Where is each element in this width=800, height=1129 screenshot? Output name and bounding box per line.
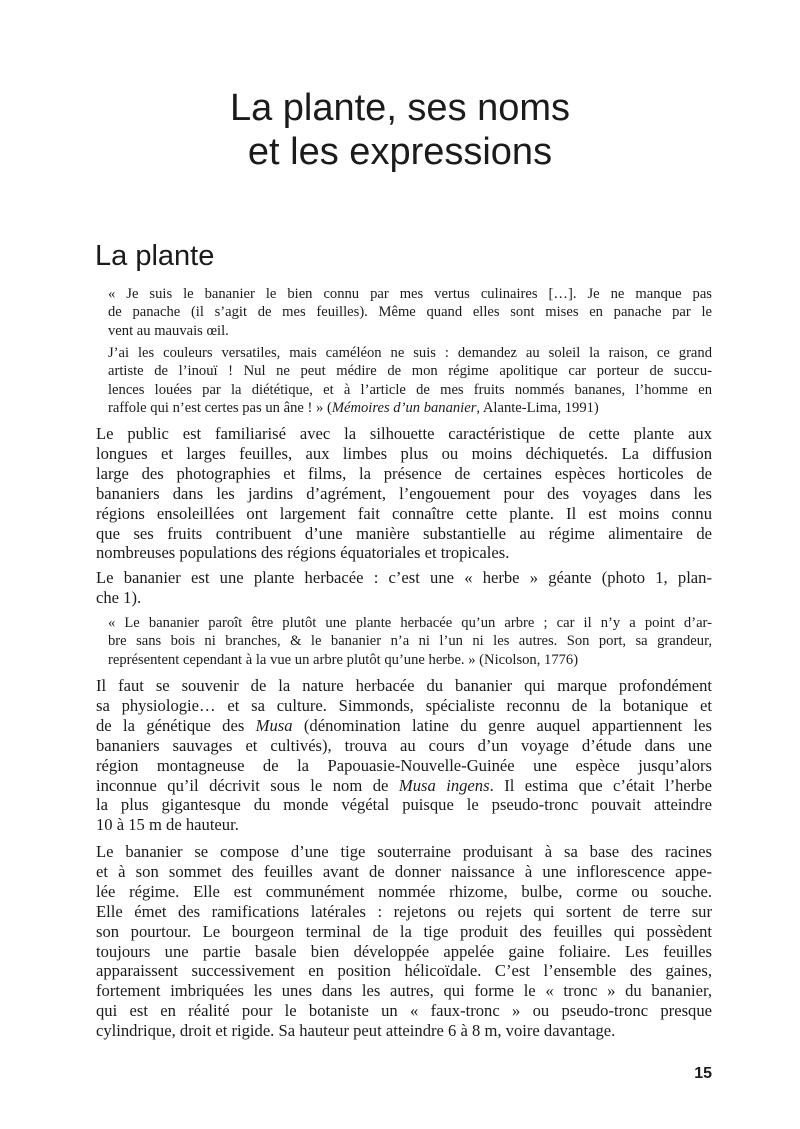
italic-text: Mémoires d’un bananier [331,399,477,416]
text-line: sa physiologie… et sa culture. Simmonds, spécialiste reconnu de la botanique et [96,695,712,715]
text-line: bre sans bois ni branches, & le bananier n’a ni l’un ni les autres. Son port, sa grandeur, [108,633,712,650]
text-segment: . Il estima que c’était l’herbe [489,775,712,795]
text-line: artiste de l’inouï ! Nul ne peut médire de mon régime apolitique car porteur de succu- [108,363,712,380]
italic-text: Musa ingens [398,775,490,795]
body-paragraph [96,842,712,1041]
text-line: son pourtour. Le bourgeon terminal de la tige produit des feuilles qui possèdent [96,921,712,941]
text-line: cylindrique, droit et rigide. Sa hauteur peut atteindre 6 à 8 m, voire davantage. [96,1021,616,1041]
body-paragraph [96,424,712,563]
text-line: toujours une partie basale bien développée appelée gaine foliaire. Les feuilles [96,941,712,961]
text-line: lences louées par la diététique, et à l’article de mes fruits nommés bananes, l’homme en [108,381,712,398]
text-segment: inconnue qu’il décrivit sous le nom de [96,775,399,795]
text-line: régions ensoleillées ont largement fait connaître cette plante. Il est moins connu [96,503,712,523]
text-line [96,776,712,796]
text-line: nombreuses populations des régions équatoriales et tropicales. [96,543,510,563]
text-segment: , Alante-Lima, 1991) [476,399,599,416]
text-line: la plus gigantesque du monde végétal puisque le pseudo-tronc pouvait atteindre [96,795,712,815]
text-segment: (dénomination latine du genre auquel appartiennent les [292,715,712,735]
quote-block [108,344,712,417]
page-number: 15 [694,1065,712,1082]
text-line: Le bananier est une plante herbacée : c’est une « herbe » géante (photo 1, plan- [96,568,712,587]
text-line: 10 à 15 m de hauteur. [96,815,239,835]
text-line [96,716,712,736]
text-line: que ses fruits contribuent d’une manière substantielle au régime alimentaire de [96,523,712,543]
text-line: J’ai les couleurs versatiles, mais caméléon ne suis : demandez au soleil la raison, ce grand [108,345,712,361]
text-line: de panache (il s’agit de mes feuilles). Même quand elles sont mises en panache par le [108,304,712,321]
text-line: « Je suis le bananier le bien connu par mes vertus culinaires […]. Je ne manque pas [108,286,712,302]
text-line: bananiers dans les jardins d’agrément, l’engouement pour des voyages dans les [96,483,712,503]
body-paragraph [96,676,712,835]
text-line: Elle émet des ramifications latérales : rejetons ou rejets qui sortent de terre sur [96,901,712,921]
text-segment: de la génétique des [96,715,256,735]
quote-block [108,614,712,669]
text-line: Le public est familiarisé avec la silhouette caractéristique de cette plante aux [96,424,712,443]
text-line: apparaissent successivement en position hélicoïdale. C’est l’ensemble des gaines, [96,961,712,981]
text-line: Il faut se souvenir de la nature herbacée du bananier qui marque profondément [96,676,712,695]
text-line: « Le bananier paroît être plutôt une plante herbacée qu’un arbre ; car il n’y a point d’ar- [108,615,712,631]
text-line: fortement imbriquées les unes dans les autres, qui forme le « tronc » du bananier, [96,981,712,1001]
text-line: représentent cependant à la vue un arbre plutôt qu’une herbe. » (Nicolson, 1776) [108,651,579,668]
text-segment: raffole qui n’est certes pas un âne ! » ( [108,399,332,416]
text-line: longues et larges feuilles, aux limbes plus ou moins déchiquetés. La diffusion [96,443,712,463]
body-paragraph [96,568,712,608]
quote-block [108,285,712,340]
text-line: che 1). [96,587,142,607]
text-line [108,399,712,417]
text-line: qui est en réalité pour le botaniste un « faux-tronc » ou pseudo-tronc presque [96,1001,712,1021]
text-line: lée régime. Elle est communément nommée rhizome, bulbe, corme ou souche. [96,881,712,901]
text-line: région montagneuse de la Papouasie-Nouvelle-Guinée une espèce jusqu’alors [96,755,712,775]
text-line: Le bananier se compose d’une tige souterraine produisant à sa base des racines [96,842,712,861]
text-line: large des photographies et films, la présence de certaines espèces horticoles de [96,463,712,483]
text-line: bananiers sauvages et cultivés), trouva au cours d’un voyage d’étude dans une [96,735,712,755]
text-line: et à son sommet des feuilles avant de donner naissance à une inflorescence appe- [96,861,712,881]
text-line: vent au mauvais œil. [108,322,229,339]
chapter-title-line-1: La plante, ses noms [229,87,571,129]
italic-text: Musa [255,715,293,735]
section-heading: La plante [95,240,215,272]
chapter-title-line-2: et les expressions [247,131,553,173]
